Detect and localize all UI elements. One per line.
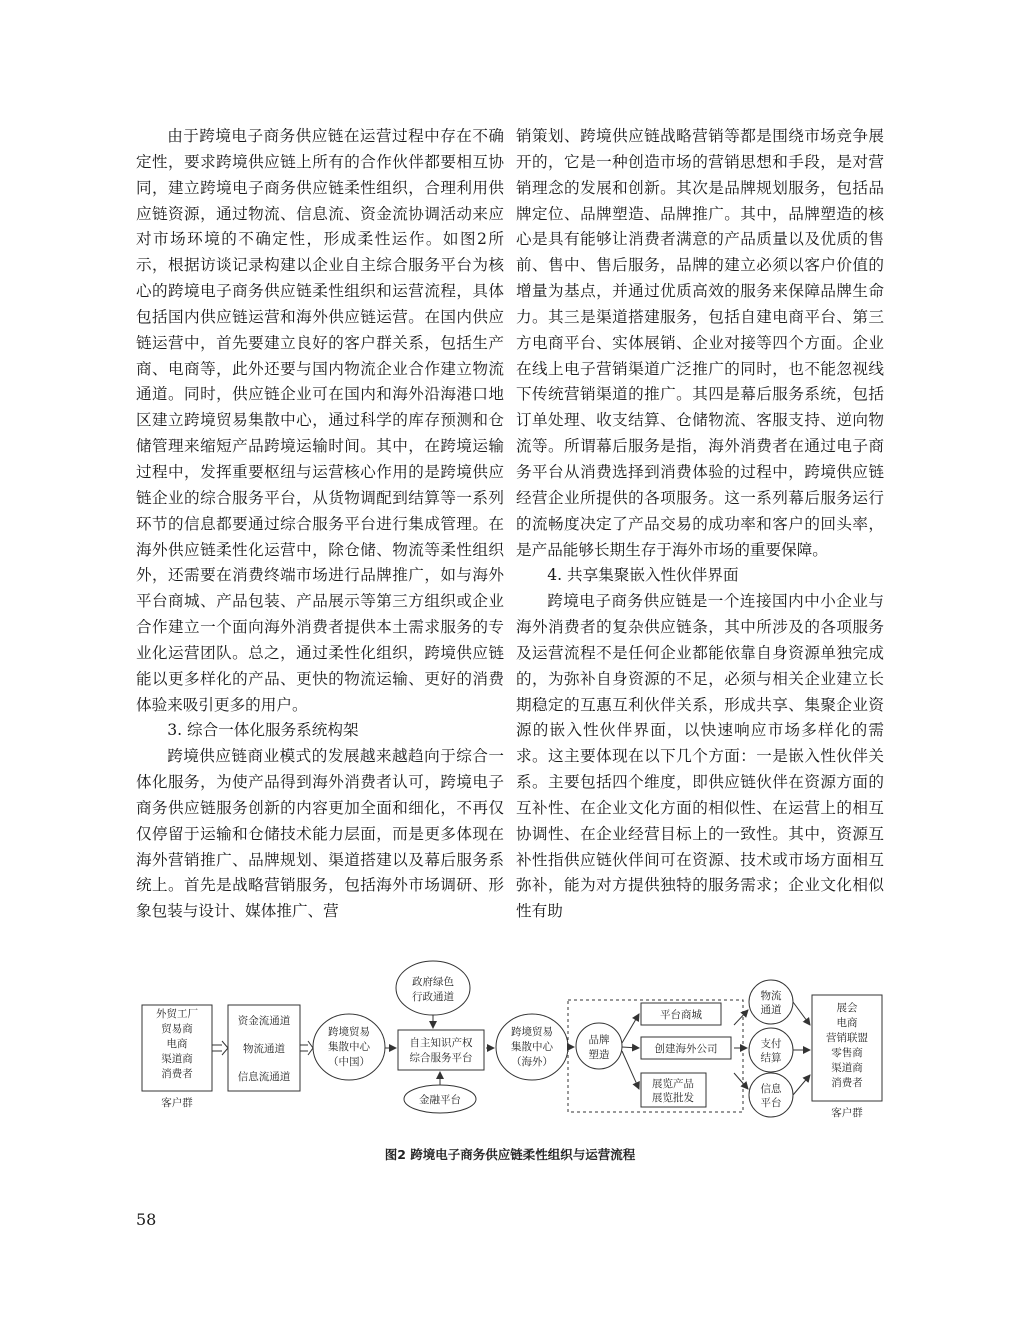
figure-caption: 图2 跨境电子商务供应链柔性组织与运营流程 — [384, 1147, 636, 1162]
channel-1: 物流通道 — [243, 1043, 285, 1055]
domestic-customer-3: 渠道商 — [161, 1053, 193, 1065]
brand-1: 塑造 — [588, 1049, 610, 1061]
payment-0: 支付 — [760, 1038, 782, 1050]
service-3: 展览批发 — [652, 1092, 694, 1104]
info-1: 平台 — [760, 1097, 782, 1109]
platform-1: 综合服务平台 — [409, 1052, 473, 1064]
overseas-customer-4: 渠道商 — [831, 1062, 863, 1074]
logistics-1: 通道 — [760, 1004, 782, 1016]
platform-0: 自主知识产权 — [409, 1037, 473, 1049]
left-column — [136, 124, 504, 925]
service-1: 创建海外公司 — [654, 1043, 718, 1055]
section-heading: 4. 共享集聚嵌入性伙伴界面 — [547, 566, 739, 585]
domestic-customer-2: 电商 — [166, 1038, 188, 1050]
hub-overseas-0: 跨境贸易 — [511, 1026, 553, 1038]
page-number: 58 — [136, 1210, 157, 1229]
info-node — [749, 1073, 793, 1117]
finance-label: 金融平台 — [419, 1094, 461, 1106]
overseas-customer-2: 营销联盟 — [826, 1032, 868, 1044]
overseas-customer-5: 消费者 — [831, 1077, 863, 1089]
gov-1: 行政通道 — [412, 991, 454, 1003]
info-0: 信息 — [760, 1083, 782, 1095]
right-column — [516, 124, 884, 925]
domestic-customer-1: 贸易商 — [161, 1023, 193, 1035]
hub-overseas-1: 集散中心 — [511, 1041, 553, 1053]
gov-channel-node — [396, 961, 470, 1015]
service-2: 展览产品 — [652, 1078, 694, 1090]
overseas-group-label: 客户群 — [831, 1107, 863, 1119]
gov-0: 政府绿色 — [412, 976, 454, 988]
domestic-customer-4: 消费者 — [161, 1068, 193, 1080]
domestic-group-label: 客户群 — [161, 1097, 193, 1109]
channel-0: 资金流通道 — [237, 1015, 291, 1027]
payment-1: 结算 — [760, 1052, 782, 1064]
hub-overseas-2: （海外） — [511, 1056, 553, 1068]
paragraph: 跨境电子商务供应链是一个连接国内中小企业与海外消费者的复杂供应链条，其中所涉及的各项服务及运营流程不是任何企业都能依靠自身资源单独完成的，为弥补自身资源的不足，必须与相关企业建立长期稳定的互惠互利伙伴关系，形成共享、集聚企业资源的嵌入性伙伴界面，以快速响应市场多样化的需求。这主要体现在以下几个方面：一是嵌入性伙伴关系。主要包括四个维度，即供应链伙伴在资源方面的互补性、在企业文化方面的相似性、在运营上的相互协调性、在企业经营目标上的一致性。其中，资源互补性指供应链伙伴间可在资源、技术或市场方面相互弥补，能为对方提供独特的服务需求；企业文化相似性有助 — [516, 592, 884, 921]
section-heading: 3. 综合一体化服务系统构架 — [167, 721, 359, 740]
overseas-customer-1: 电商 — [836, 1017, 858, 1029]
domestic-customer-0: 外贸工厂 — [156, 1008, 198, 1020]
figure-2-flowchart — [136, 955, 886, 1130]
brand-0: 品牌 — [588, 1034, 610, 1046]
paragraph: 由于跨境电子商务供应链在运营过程中存在不确定性，要求跨境供应链上所有的合作伙伴都要相互协同，建立跨境电子商务供应链柔性组织，合理利用供应链资源，通过物流、信息流、资金流协调活动来应对市场环境的不确定性，形成柔性运作。如图2所示，根据访谈记录构建以企业自主综合服务平台为核心的跨境电子商务供应链柔性组织和运营流程，具体包括国内供应链运营和海外供应链运营。在国内供应链运营中，首先要建立良好的客户群关系，包括生产商、电商等，此外还要与国内物流企业合作建立物流通道。同时，供应链企业可在国内和海外沿海港口地区建立跨境贸易集散中心，通过科学的库存预测和仓储管理来缩短产品跨境运输时间。其中，在跨境运输过程中，发挥重要枢纽与运营核心作用的是跨境供应链企业的综合服务平台，从货物调配到结算等一系列环节的信息都要通过综合服务平台进行集成管理。在海外供应链柔性化运营中，除仓储、物流等柔性组织外，还需要在消费终端市场进行品牌推广，如与海外平台商城、产品包装、产品展示等第三方组织或企业合作建立一个面向海外消费者提供本土需求服务的专业化运营团队。总之，通过柔性化组织，跨境供应链能以更多样化的产品、更快的物流运输、更好的消费体验来吸引更多的用户。 — [136, 127, 504, 714]
platform-box — [398, 1030, 484, 1070]
hub-cn-0: 跨境贸易 — [328, 1026, 370, 1038]
logistics-0: 物流 — [760, 990, 782, 1002]
overseas-customer-0: 展会 — [836, 1002, 858, 1014]
paragraph: 销策划、跨境供应链战略营销等都是围绕市场竞争展开的，它是一种创造市场的营销思想和手段，是对营销理念的发展和创新。其次是品牌规划服务，包括品牌定位、品牌塑造、品牌推广。其中，品牌塑造的核心是具有能够让消费者满意的产品质量以及优质的售前、售中、售后服务，品牌的建立必须以客户价值的增量为基点，并通过优质高效的服务来保障品牌生命力。其三是渠道搭建服务，包括自建电商平台、第三方电商平台、实体展销、企业对接等四个方面。企业在线上电子营销渠道广泛推广的同时，也不能忽视线下传统营销渠道的推广。其四是幕后服务系统，包括订单处理、收支结算、仓储物流、客服支持、逆向物流等。所谓幕后服务是指，海外消费者在通过电子商务平台从消费选择到消费体验的过程中，跨境供应链经营企业所提供的各项服务。这一系列幕后服务运行的流畅度决定了产品交易的成功率和客户的回头率，是产品能够长期生存于海外市场的重要保障。 — [516, 127, 884, 559]
channel-2: 信息流通道 — [237, 1071, 291, 1083]
logistics-node — [749, 980, 793, 1024]
hub-cn-2: （中国） — [328, 1056, 370, 1068]
overseas-customer-3: 零售商 — [831, 1047, 863, 1059]
service-0: 平台商城 — [660, 1009, 702, 1021]
payment-node — [749, 1028, 793, 1072]
paragraph: 跨境供应链商业模式的发展越来越趋向于综合一体化服务，为使产品得到海外消费者认可，跨境电子商务供应链服务创新的内容更加全面和细化，不再仅仅停留于运输和仓储技术能力层面，而是更多体现在海外营销推广、品牌规划、渠道搭建以及幕后服务系统上。首先是战略营销服务，包括海外市场调研、形象包装与设计、媒体推广、营 — [136, 747, 504, 921]
brand-node — [576, 1023, 622, 1069]
hub-cn-1: 集散中心 — [328, 1041, 370, 1053]
